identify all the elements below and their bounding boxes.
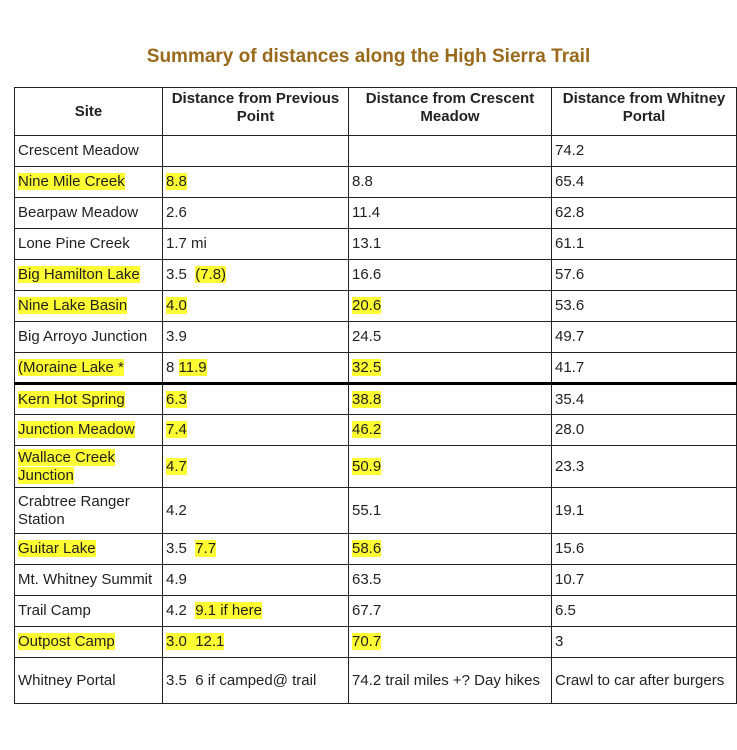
cell-whitney: 10.7 [552,565,737,596]
cell-site: Nine Lake Basin [15,291,163,322]
cell-prev: 4.2 [163,488,349,534]
cell-whitney: 62.8 [552,198,737,229]
page-title: Summary of distances along the High Sierra Trail [146,46,591,67]
cell-site: Kern Hot Spring [15,384,163,415]
table-row [15,565,737,596]
cell-crescent: 38.8 [349,384,552,415]
header-whitney: Distance from Whitney Portal [552,88,737,136]
table-row [15,415,737,446]
cell-site: Crescent Meadow [15,136,163,167]
cell-prev: 1.7 mi [163,229,349,260]
cell-site: Outpost Camp [15,627,163,658]
cell-prev: 3.5 7.7 [163,534,349,565]
cell-whitney: 19.1 [552,488,737,534]
cell-prev: 3.9 [163,322,349,353]
header-crescent: Distance from Crescent Meadow [349,88,552,136]
table-row [15,167,737,198]
cell-site: (Moraine Lake * [15,353,163,384]
table-row [15,627,737,658]
table-row [15,229,737,260]
cell-prev: 7.4 [163,415,349,446]
table-row [15,291,737,322]
cell-crescent: 11.4 [349,198,552,229]
cell-prev [163,136,349,167]
cell-crescent: 74.2 trail miles +? Day hikes [349,658,552,704]
header-site: Site [15,88,163,136]
cell-site: Junction Meadow [15,415,163,446]
cell-site: Crabtree Ranger Station [15,488,163,534]
header-prev: Distance from Previous Point [163,88,349,136]
cell-prev: 4.0 [163,291,349,322]
cell-site: Bearpaw Meadow [15,198,163,229]
cell-whitney: Crawl to car after burgers [552,658,737,704]
cell-whitney: 53.6 [552,291,737,322]
table-row [15,534,737,565]
cell-site: Wallace Creek Junction [15,446,163,488]
cell-prev: 6.3 [163,384,349,415]
cell-whitney: 61.1 [552,229,737,260]
cell-whitney: 41.7 [552,353,737,384]
cell-crescent: 8.8 [349,167,552,198]
table-row [15,260,737,291]
cell-whitney: 57.6 [552,260,737,291]
cell-site: Lone Pine Creek [15,229,163,260]
cell-prev: 4.9 [163,565,349,596]
cell-site: Whitney Portal [15,658,163,704]
cell-whitney: 35.4 [552,384,737,415]
cell-crescent: 55.1 [349,488,552,534]
cell-crescent: 70.7 [349,627,552,658]
table-header-row [15,88,737,136]
table-row [15,488,737,534]
cell-site: Nine Mile Creek [15,167,163,198]
table-row [15,322,737,353]
cell-crescent: 58.6 [349,534,552,565]
cell-crescent: 16.6 [349,260,552,291]
cell-whitney: 15.6 [552,534,737,565]
cell-crescent: 50.9 [349,446,552,488]
cell-prev: 4.2 9.1 if here [163,596,349,627]
table-row [15,658,737,704]
cell-site: Big Arroyo Junction [15,322,163,353]
cell-prev: 8 11.9 [163,353,349,384]
cell-crescent: 46.2 [349,415,552,446]
cell-whitney: 23.3 [552,446,737,488]
cell-crescent: 32.5 [349,353,552,384]
table-row [15,198,737,229]
cell-whitney: 74.2 [552,136,737,167]
table-row [15,384,737,415]
cell-crescent: 13.1 [349,229,552,260]
cell-crescent [349,136,552,167]
table-row [15,353,737,384]
cell-site: Mt. Whitney Summit [15,565,163,596]
cell-whitney: 6.5 [552,596,737,627]
cell-crescent: 24.5 [349,322,552,353]
cell-prev: 2.6 [163,198,349,229]
cell-prev: 3.5 (7.8) [163,260,349,291]
cell-crescent: 63.5 [349,565,552,596]
table-row [15,446,737,488]
cell-site: Guitar Lake [15,534,163,565]
cell-site: Trail Camp [15,596,163,627]
cell-crescent: 67.7 [349,596,552,627]
distance-table [14,87,737,704]
cell-prev: 4.7 [163,446,349,488]
cell-site: Big Hamilton Lake [15,260,163,291]
cell-whitney: 28.0 [552,415,737,446]
cell-prev: 3.5 6 if camped@ trail [163,658,349,704]
cell-prev: 3.0 12.1 [163,627,349,658]
cell-whitney: 49.7 [552,322,737,353]
cell-prev: 8.8 [163,167,349,198]
table-row [15,596,737,627]
table-row [15,136,737,167]
cell-whitney: 3 [552,627,737,658]
cell-crescent: 20.6 [349,291,552,322]
cell-whitney: 65.4 [552,167,737,198]
